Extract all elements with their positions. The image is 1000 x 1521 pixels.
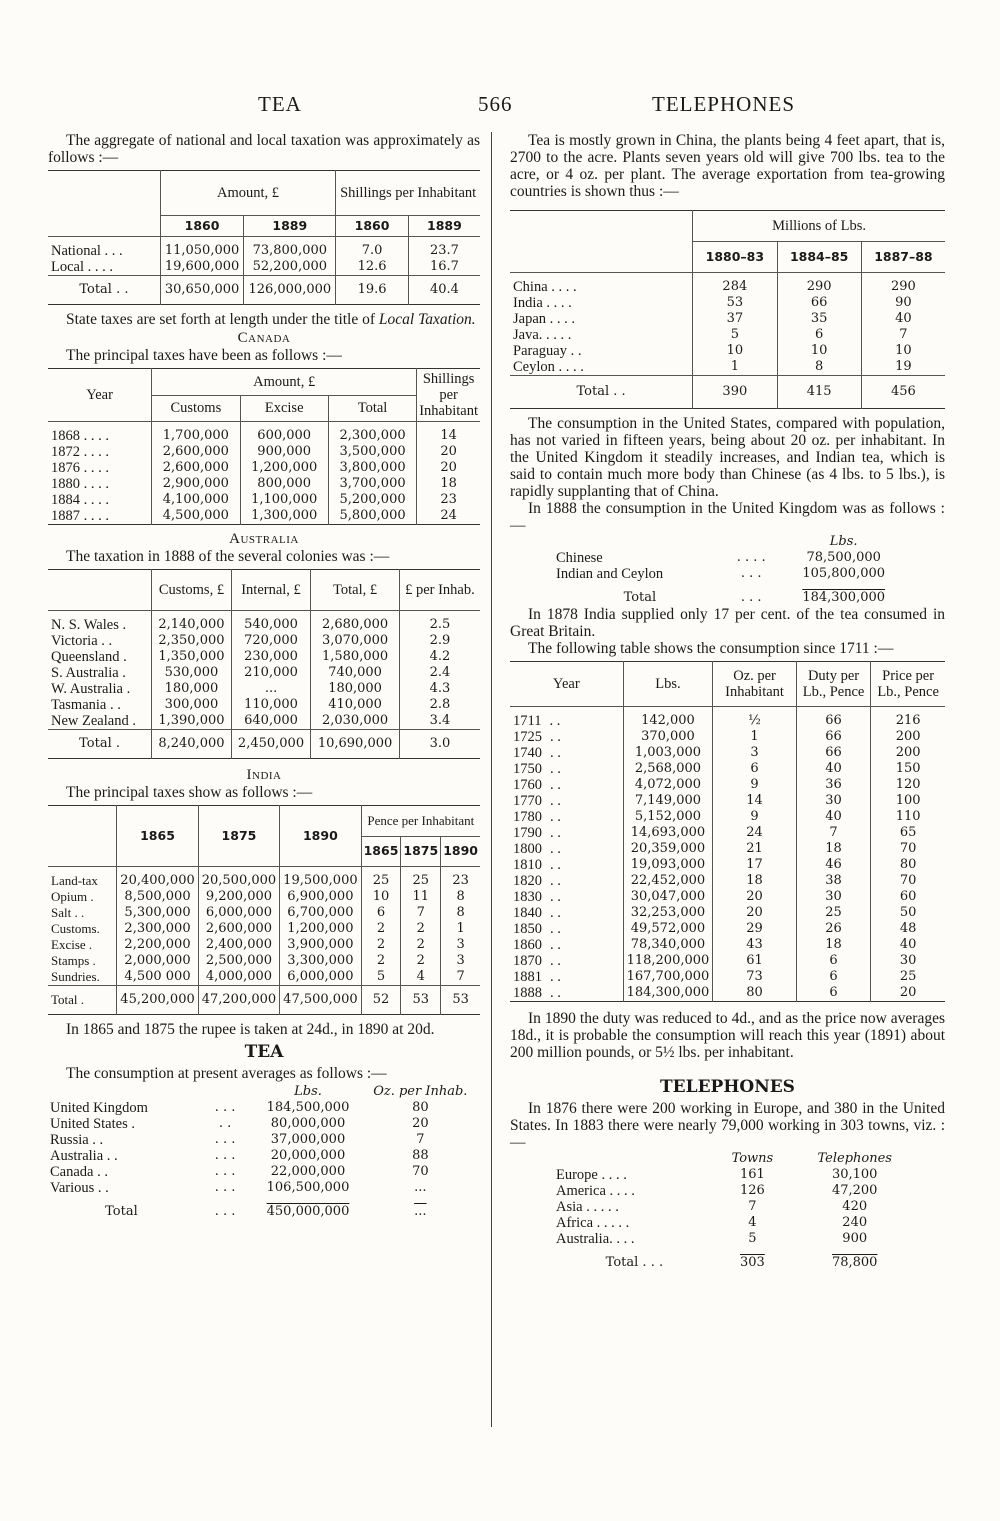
list-item: Asia . . . . . 7 420 [556, 1199, 868, 1215]
tea-growing-intro: Tea is mostly grown in China, the plants being 4 feet apart, that is, 2700 to the acre. Plants seven years old will give 700 lbs. tea to the acre, or 4 oz. per plant. The average exportation from tea-growing countries is shown thus :— [510, 132, 945, 200]
india-1878-note: In 1878 India supplied only 17 per cent. of the tea consumed in Great Britain. [510, 606, 945, 640]
canada-amount-header: Amount, £ [152, 369, 417, 396]
table-row: Ceylon . . . . 1 8 19 [510, 359, 945, 376]
uk-1888-table [554, 534, 911, 606]
list-item: Chinese . . . . 78,500,000 [556, 550, 881, 566]
aggregate-amount-header: Amount, £ [160, 171, 335, 216]
india-pence-year: 1890 [441, 836, 480, 867]
table-row: 1876 . . . . 2,600,000 1,200,000 3,800,000 20 [48, 460, 480, 476]
table-total-row: Total . 8,240,000 2,450,000 10,690,000 3.0 [48, 730, 480, 759]
aggregate-year: 1860 [336, 216, 409, 237]
australia-heading: Australia [229, 531, 299, 547]
table-row: Paraguay . . 10 10 10 [510, 343, 945, 359]
table-row: W. Australia . 180,000 ... 180,000 4.3 [48, 681, 480, 697]
consumption-text-2: In 1888 the consumption in the United Kingdom was as follows :— [510, 500, 945, 534]
table-row: Victoria . . 2,350,000 720,000 3,070,000 2.9 [48, 633, 480, 649]
india-year-header: 1875 [198, 806, 279, 867]
table-total-row: Total . . 30,650,000 126,000,000 19.6 40.4 [48, 276, 480, 305]
table-row: Salt . . 5,300,000 6,000,000 6,700,000 6 7 8 [48, 905, 480, 921]
since-1711-note: The following table shows the consumption since 1711 :— [528, 640, 894, 657]
table-row: 1780 . . 5,152,000 9 40 110 [510, 809, 945, 825]
telephones-table [554, 1151, 919, 1271]
table-row: 1740 . . 1,003,000 3 66 200 [510, 745, 945, 761]
list-item: Australia. . . . 5 900 [556, 1231, 868, 1247]
left-column [48, 132, 480, 1220]
india-pence-year: 1865 [361, 836, 401, 867]
table-row: 1850 . . 49,572,000 29 26 48 [510, 921, 945, 937]
india-intro: The principal taxes show as follows :— [66, 784, 313, 801]
since-1711-table [510, 661, 945, 1002]
table-row: 1760 . . 4,072,000 9 36 120 [510, 777, 945, 793]
table-row: Opium . 8,500,000 9,200,000 6,900,000 10 11 8 [48, 889, 480, 905]
table-row: 1770 . . 7,149,000 14 30 100 [510, 793, 945, 809]
table-row: Local . . . . 19,600,000 52,200,000 12.6 16.7 [48, 259, 480, 276]
table-row: 1810 . . 19,093,000 17 46 80 [510, 857, 945, 873]
canada-heading: Canada [237, 330, 291, 346]
list-item: United States . . . 80,000,000 20 [50, 1116, 429, 1132]
australia-table [48, 569, 480, 759]
list-item: Canada . . . . . 22,000,000 70 [50, 1164, 429, 1180]
table-row: Tasmania . . 300,000 110,000 410,000 2.8 [48, 697, 480, 713]
tea-col-lbs: Lbs. [294, 1084, 322, 1099]
table-row: India . . . . 53 66 90 [510, 295, 945, 311]
table-row: 1888 . . 184,300,000 80 6 20 [510, 985, 945, 1002]
exports-period: 1884–85 [777, 242, 861, 273]
table-row: 1820 . . 22,452,000 18 38 70 [510, 873, 945, 889]
table-row: Stamps . 2,000,000 2,500,000 3,300,000 2 2 3 [48, 953, 480, 969]
table-row: China . . . . 284 290 290 [510, 273, 945, 296]
state-note-italic: Local Taxation. [378, 311, 476, 328]
table-total-row: Total . . . 303 78,800 [605, 1255, 878, 1270]
table-row: N. S. Wales . 2,140,000 540,000 2,680,000 2.5 [48, 611, 480, 634]
tel-col-towns: Towns [731, 1151, 774, 1166]
australia-col-header: Total, £ [311, 570, 400, 611]
aggregate-shillings-header: Shillings per Inhabitant [336, 171, 480, 216]
aggregate-intro: The aggregate of national and local taxation was approximately as follows :— [48, 132, 480, 166]
right-column [510, 132, 945, 1271]
table-row: 1711 . . 142,000 ½ 66 216 [510, 707, 945, 730]
australia-col-header: Customs, £ [152, 570, 232, 611]
table-row: 1750 . . 2,568,000 6 40 150 [510, 761, 945, 777]
canada-intro: The principal taxes have been as follows :— [66, 347, 342, 364]
running-head [0, 92, 1000, 122]
telephones-heading: TELEPHONES [660, 1077, 795, 1097]
table-row: New Zealand . 1,390,000 640,000 2,030,000 3.4 [48, 713, 480, 730]
tea-consumption-table [48, 1084, 480, 1220]
since-col-header: Price per Lb., Pence [871, 662, 945, 707]
table-row: Queensland . 1,350,000 230,000 1,580,000 4.2 [48, 649, 480, 665]
aggregate-year: 1860 [160, 216, 244, 237]
australia-intro: The taxation in 1888 of the several colonies was :— [66, 548, 390, 565]
table-total-row: Total . . . 450,000,000 ... [105, 1204, 427, 1219]
exports-header: Millions of Lbs. [693, 211, 945, 242]
exports-period: 1880–83 [693, 242, 777, 273]
table-row: Sundries. 4,500 000 4,000,000 6,000,000 5 4 7 [48, 969, 480, 986]
table-row: National . . . 11,050,000 73,800,000 7.0 23.7 [48, 237, 480, 260]
aggregate-year: 1889 [244, 216, 336, 237]
tea-col-oz: Oz. per Inhab. [373, 1084, 468, 1099]
running-head-right: TELEPHONES [652, 92, 795, 116]
india-table [48, 805, 480, 1015]
india-year-header: 1865 [117, 806, 198, 867]
telephones-text: In 1876 there were 200 working in Europe, and 380 in the United States. In 1883 there were nearly 79,000 working in 303 towns, viz. :— [510, 1100, 945, 1151]
canada-col-header: Customs [152, 395, 240, 422]
table-row: 1840 . . 32,253,000 20 25 50 [510, 905, 945, 921]
table-total-row: Total . . . 184,300,000 [623, 590, 886, 605]
table-row: 1725 . . 370,000 1 66 200 [510, 729, 945, 745]
canada-table [48, 368, 480, 525]
list-item: Australia . . . . . 20,000,000 88 [50, 1148, 429, 1164]
australia-col-header: £ per Inhab. [399, 570, 480, 611]
australia-col-header: Internal, £ [231, 570, 311, 611]
page-number: 566 [478, 92, 513, 116]
table-row: Land-tax 20,400,000 20,500,000 19,500,000 25 25 23 [48, 867, 480, 890]
uk-col-lbs: Lbs. [829, 534, 858, 549]
canada-shillings-header: Shillings per Inhabitant [417, 369, 480, 422]
table-row: 1870 . . 118,200,000 61 6 30 [510, 953, 945, 969]
aggregate-year: 1889 [408, 216, 480, 237]
state-note: State taxes are set forth at length under the title of Local Taxation. [66, 311, 476, 328]
india-pence-header: Pence per Inhabitant [361, 806, 480, 837]
table-row: 1887 . . . . 4,500,000 1,300,000 5,800,000 24 [48, 508, 480, 525]
table-total-row: Total . . 390 415 456 [510, 376, 945, 409]
list-item: Russia . . . . . 37,000,000 7 [50, 1132, 425, 1148]
table-row: 1860 . . 78,340,000 43 18 40 [510, 937, 945, 953]
canada-col-header: Excise [240, 395, 328, 422]
table-row: Java. . . . . 5 6 7 [510, 327, 945, 343]
list-item: America . . . . 126 47,200 [556, 1183, 878, 1199]
table-row: Japan . . . . 37 35 40 [510, 311, 945, 327]
table-row: Excise . 2,200,000 2,400,000 3,900,000 2 2 3 [48, 937, 480, 953]
tea-intro: The consumption at present averages as follows :— [66, 1065, 387, 1082]
table-total-row: Total . 45,200,000 47,200,000 47,500,000 52 53 53 [48, 986, 480, 1015]
india-year-header: 1890 [280, 806, 361, 867]
aggregate-table [48, 170, 480, 305]
tel-col-telephones: Telephones [817, 1151, 892, 1166]
list-item: Various . . . . . 106,500,000 ... [50, 1180, 427, 1196]
consumption-text-1: The consumption in the United States, compared with population, has not varied in fifteen years, being about 20 oz. per inhabitant. In the United Kingdom it steadily increases, and Indian tea, which is said to contain much more body than Chinese (as 4 lbs. to 5 lbs.), is rapidly supplanting that of China. [510, 415, 945, 500]
list-item: Indian and Ceylon . . . 105,800,000 [556, 566, 886, 582]
table-row: 1790 . . 14,693,000 24 7 65 [510, 825, 945, 841]
exports-period: 1887–88 [861, 242, 945, 273]
list-item: Africa . . . . . 4 240 [556, 1215, 868, 1231]
running-head-left: TEA [258, 92, 302, 116]
list-item: United Kingdom . . . 184,500,000 80 [50, 1100, 429, 1116]
table-row: 1881 . . 167,700,000 73 6 25 [510, 969, 945, 985]
list-item: Europe . . . . 161 30,100 [556, 1167, 878, 1183]
table-row: S. Australia . 530,000 210,000 740,000 2.4 [48, 665, 480, 681]
table-row: 1868 . . . . 1,700,000 600,000 2,300,000 14 [48, 422, 480, 445]
india-heading: India [246, 767, 282, 783]
since-col-header: Year [552, 676, 580, 692]
canada-col-header: Total [328, 395, 416, 422]
table-row: 1884 . . . . 4,100,000 1,100,000 5,200,000 23 [48, 492, 480, 508]
exports-table [510, 210, 945, 409]
canada-year-header: Year [86, 387, 113, 403]
table-row: 1880 . . . . 2,900,000 800,000 3,700,000 18 [48, 476, 480, 492]
since-col-header: Duty per Lb., Pence [796, 662, 870, 707]
table-row: 1830 . . 30,047,000 20 30 60 [510, 889, 945, 905]
duty-note: In 1890 the duty was reduced to 4d., and as the price now averages 18d., it is probable the consumption will reach this year (1891) about 200 million pounds, or 5½ lbs. per inhabitant. [510, 1010, 945, 1061]
since-col-header: Lbs. [623, 662, 713, 707]
table-row: 1800 . . 20,359,000 21 18 70 [510, 841, 945, 857]
column-divider [491, 132, 492, 1427]
table-row: Customs. 2,300,000 2,600,000 1,200,000 2 2 1 [48, 921, 480, 937]
since-col-header: Oz. per Inhabitant [713, 662, 797, 707]
india-pence-year: 1875 [401, 836, 441, 867]
rupee-note: In 1865 and 1875 the rupee is taken at 24d., in 1890 at 20d. [66, 1021, 435, 1038]
table-row: 1872 . . . . 2,600,000 900,000 3,500,000 20 [48, 444, 480, 460]
tea-heading: TEA [244, 1042, 284, 1062]
